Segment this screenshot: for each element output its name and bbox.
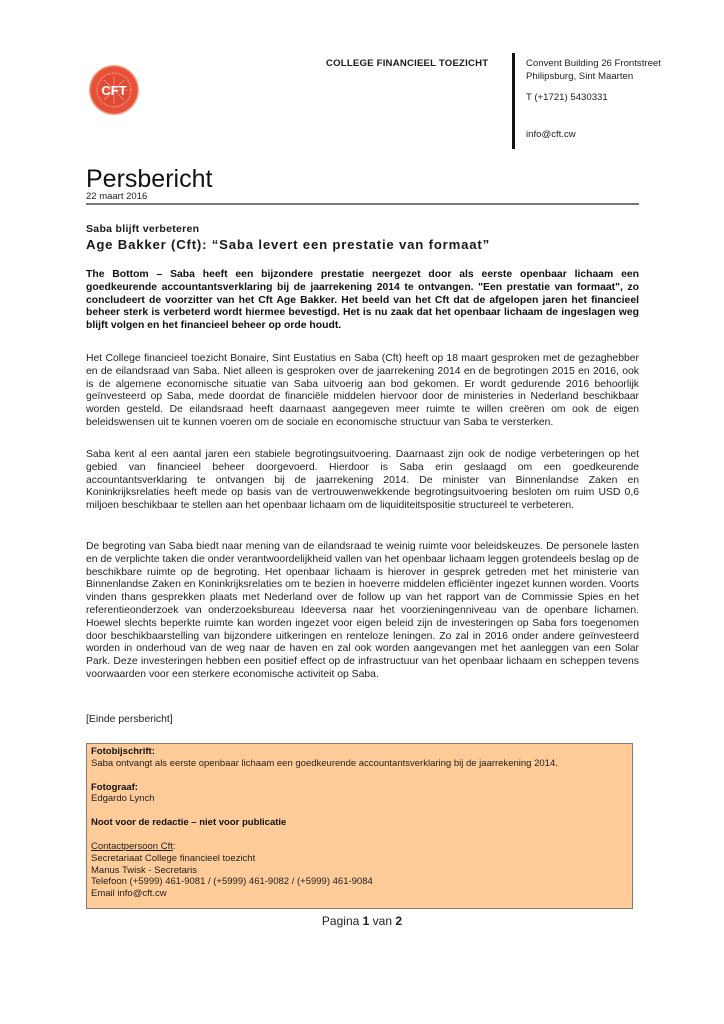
body-paragraph: Het College financieel toezicht Bonaire, Sint Eustatius en Saba (Cft) heeft op 18 maart gesproken met de gezaghebber en de eilandsraad van Saba. Niet alleen is gesproken over de jaarrekening 2014 en de begrotingen 2015 en 2016, ook is de algemene economische situatie van Saba uitvoerig aan bod gekomen. Er wordt gedurende 2016 behoorlijk geïnvesteerd op Saba, mede doordat de financiële middelen hiervoor door de ministeries in Nederland beschikbaar worden gesteld. De eilandsraad heeft daarnaast aangegeven meer ruimte te willen creëren om ook de eigen beleidswensen uit te kunnen voeren om de sociale en economische structuur van Saba te versterken.	[86, 353, 639, 428]
email-link[interactable]: info@cft.cw	[526, 128, 576, 140]
page-current: 1	[362, 914, 370, 928]
address-block	[526, 58, 661, 141]
document-title: Persbericht	[86, 165, 213, 193]
end-note: [Einde persbericht]	[86, 714, 173, 725]
phone-number: T (+1721) 5430331	[526, 92, 608, 103]
title-divider	[86, 203, 639, 205]
page-total: 2	[395, 914, 403, 928]
headline: Age Bakker (Cft): “Saba levert een prestatie van formaat”	[86, 237, 490, 252]
contact-email[interactable]: Email info@cft.cw	[91, 888, 167, 900]
info-box	[86, 743, 633, 909]
contact-person: Manus Twisk - Secretaris	[91, 864, 197, 876]
organization-name: COLLEGE FINANCIEEL TOEZICHT	[326, 58, 489, 69]
editor-note: Noot voor de redactie – niet voor publicatie	[91, 817, 287, 829]
contact-label: Contactpersoon Cft	[91, 840, 173, 852]
page-mid: van	[372, 914, 393, 928]
cft-logo	[88, 64, 140, 116]
address-line-1: Convent Building 26 Frontstreet	[526, 58, 661, 69]
lead-paragraph: The Bottom – Saba heeft een bijzondere prestatie neergezet door als eerste openbaar lichaam een goedkeurende accountantsverklaring bij de jaarrekening 2014 te ontvangen. "Een prestatie van formaat", zo concludeert de voorzitter van het Cft Age Bakker. Het beeld van het Cft dat de afgelopen jaren het financieel beheer sterk is verbeterd wordt hiermee bevestigd. Het is nu zaak dat het openbaar lichaam de ingeslagen weg blijft volgen en het financieel beheer op orde houdt.	[86, 269, 639, 332]
caption-label: Fotobijschrift:	[91, 746, 155, 757]
body-paragraph: Saba kent al een aantal jaren een stabiele begrotingsuitvoering. Daarnaast zijn ook de nodige verbeteringen op het gebied van financieel beheer doorgevoerd. Hierdoor is Saba erin geslaagd om een goedkeurende accountantsverklaring te ontvangen bij de jaarrekening 2014. De minister van Binnenlandse Zaken en Koninkrijksrelaties heeft mede op basis van de vertrouwenwekkende begrotingsuitvoering besloten om ruim USD 0,6 miljoen beschikbaar te stellen aan het openbaar lichaam om de liquiditeitspositie structureel te verbeteren.	[86, 449, 639, 512]
logo-text: CFT	[101, 83, 127, 98]
body-paragraph: De begroting van Saba biedt naar mening van de eilandsraad te weinig ruimte voor beleidskeuzes. De personele lasten en de verplichte taken die onder verantwoordelijkheid vallen van het openbaar lichaam leggen grotendeels beslag op de beschikbare ruimte op de begroting. Het openbaar lichaam is hierover in gesprek getreden met het ministerie van Binnenlandse Zaken en Koninkrijksrelaties om te bezien in hoeverre middelen efficiënter ingezet kunnen worden. Voorts vinden thans gesprekken plaats met Nederland over de follow up van het rapport van de Commissie Spies en het referentieonderzoek van onderzoeksbureau Ideeversa naar het voorzieningenniveau van de openbare lichamen. Hoewel slechts beperkte ruimte kan worden ingezet voor eigen beleid zijn de investeringen op Saba fors toegenomen door beschikbaarstelling van bijzondere uitkeringen en renteloze leningen. Zo zal in 2016 onder andere geïnvesteerd worden in onderhoud van de weg naar de haven en zal ook worden aangevangen met het aanleggen van een Solar Park. Deze investeringen hebben een positief effect op de infrastructuur van het openbaar lichaam en scheppen tevens voorwaarden voor een sterkere economische activiteit op Saba.	[86, 541, 639, 680]
contact-colon: :	[172, 840, 176, 852]
contact-heading	[91, 841, 628, 853]
header-divider	[512, 53, 515, 149]
page-footer	[0, 914, 724, 928]
photographer-name: Edgardo Lynch	[91, 793, 155, 805]
address-line-2: Philipsburg, Sint Maarten	[526, 70, 634, 82]
subtitle: Saba blijft verbeteren	[86, 223, 200, 235]
page-prefix: Pagina	[321, 914, 360, 928]
contact-phone: Telefoon (+5999) 461-9081 / (+5999) 461-9082 / (+5999) 461-9084	[91, 876, 373, 888]
document-date: 22 maart 2016	[86, 191, 148, 202]
contact-org: Secretariaat College financieel toezicht	[91, 852, 256, 864]
photographer-label: Fotograaf:	[91, 781, 138, 793]
caption-text: Saba ontvangt als eerste openbaar lichaam een goedkeurende accountantsverklaring bij de jaarrekening 2014.	[91, 757, 558, 769]
